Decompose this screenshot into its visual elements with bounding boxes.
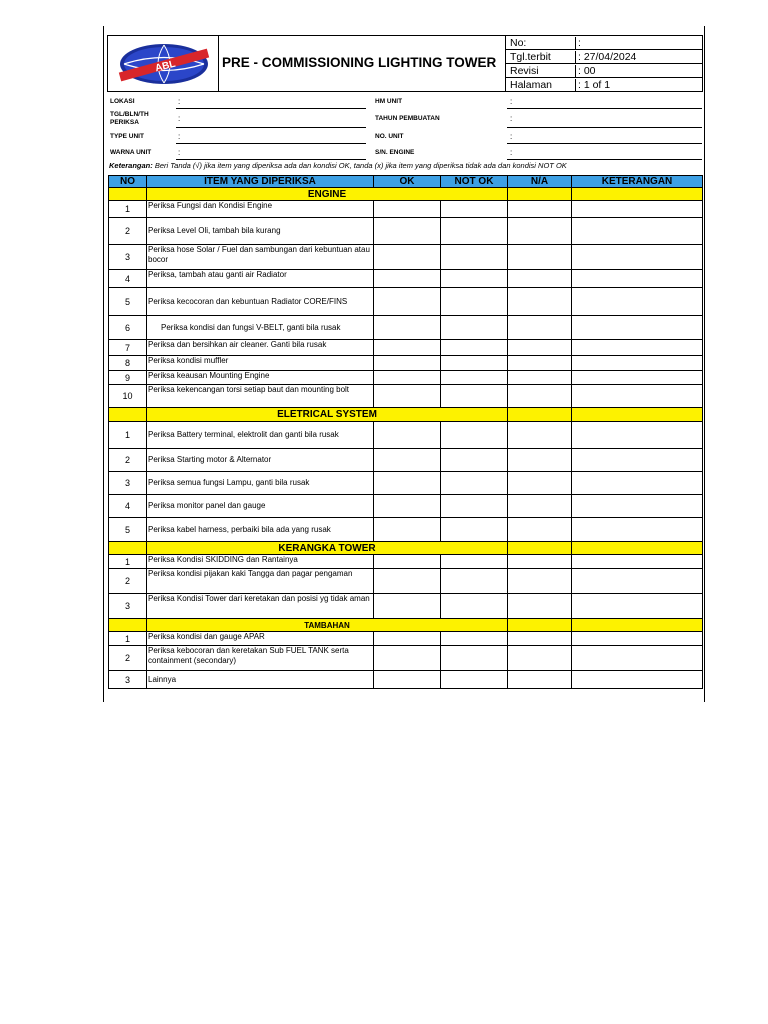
- row-item: Periksa Level Oli, tambah bila kurang: [147, 218, 374, 245]
- row-item: Periksa keausan Mounting Engine: [147, 371, 374, 385]
- na-cell[interactable]: [508, 316, 572, 340]
- row-no: 6: [109, 316, 147, 340]
- row-item: Periksa Fungsi dan Kondisi Engine: [147, 201, 374, 218]
- na-cell[interactable]: [508, 569, 572, 594]
- keterangan-cell[interactable]: [572, 671, 703, 689]
- row-item: Periksa kecocoran dan kebuntuan Radiator CORE/FINS: [147, 288, 374, 316]
- ok-cell[interactable]: [374, 671, 441, 689]
- label-no-unit: NO. UNIT: [375, 133, 404, 140]
- not-ok-cell[interactable]: [441, 201, 508, 218]
- table-header-row: [109, 176, 703, 188]
- table-row: [109, 518, 703, 542]
- not-ok-cell[interactable]: [441, 632, 508, 646]
- section-header-tower: [109, 542, 703, 555]
- table-row: [109, 340, 703, 356]
- ok-cell[interactable]: [374, 316, 441, 340]
- not-ok-cell[interactable]: [441, 245, 508, 270]
- not-ok-cell[interactable]: [441, 422, 508, 449]
- meta-halaman-label: Halaman: [510, 79, 553, 91]
- not-ok-cell[interactable]: [441, 555, 508, 569]
- row-item: Periksa kabel harness, perbaiki bila ada yang rusak: [147, 518, 374, 542]
- meta-no: [505, 36, 703, 50]
- ok-cell[interactable]: [374, 449, 441, 472]
- row-item: Periksa Battery terminal, elektrolit dan ganti bila rusak: [147, 422, 374, 449]
- not-ok-cell[interactable]: [441, 472, 508, 495]
- document-meta: [505, 36, 703, 91]
- keterangan-cell[interactable]: [572, 201, 703, 218]
- ok-cell[interactable]: [374, 245, 441, 270]
- no-unit-field[interactable]: [507, 143, 702, 144]
- table-row: [109, 646, 703, 671]
- section-title: KERANGKA TOWER: [147, 542, 508, 555]
- table-row: [109, 385, 703, 408]
- not-ok-cell[interactable]: [441, 385, 508, 408]
- row-no: 8: [109, 356, 147, 371]
- meta-tgl-terbit-value: : 27/04/2024: [575, 51, 703, 64]
- row-item: Periksa semua fungsi Lampu, ganti bila rusak: [147, 472, 374, 495]
- row-item: Periksa Kondisi Tower dari keretakan dan posisi yg tidak aman: [147, 594, 374, 619]
- na-cell[interactable]: [508, 288, 572, 316]
- col-header-keterangan: KETERANGAN: [572, 176, 703, 188]
- row-item: Periksa Starting motor & Alternator: [147, 449, 374, 472]
- not-ok-cell[interactable]: [441, 646, 508, 671]
- label-tgl-line2: PERIKSA: [110, 119, 139, 126]
- ok-cell[interactable]: [374, 422, 441, 449]
- row-no: 2: [109, 218, 147, 245]
- not-ok-cell[interactable]: [441, 449, 508, 472]
- na-cell[interactable]: [508, 555, 572, 569]
- ok-cell[interactable]: [374, 218, 441, 245]
- section-header-tambahan: [109, 619, 703, 632]
- table-row: [109, 594, 703, 619]
- note-text: Beri Tanda (√) jika item yang diperiksa ada dan kondisi OK, tanda (x) jika item yang diperiksa tidak ada dan kondisi NOT OK: [152, 161, 567, 170]
- col-header-na: N/A: [508, 176, 572, 188]
- table-row: [109, 218, 703, 245]
- keterangan-cell[interactable]: [572, 288, 703, 316]
- ok-cell[interactable]: [374, 270, 441, 288]
- col-header-no: NO: [109, 176, 147, 188]
- row-item: Periksa Kondisi SKIDDING dan Rantainya: [147, 555, 374, 569]
- not-ok-cell[interactable]: [441, 340, 508, 356]
- colon: :: [178, 132, 181, 141]
- section-header-engine: [109, 188, 703, 201]
- meta-halaman: [505, 78, 703, 92]
- section-title: TAMBAHAN: [147, 619, 508, 632]
- table-row: [109, 245, 703, 270]
- not-ok-cell[interactable]: [441, 270, 508, 288]
- table-row: [109, 569, 703, 594]
- form-header: [107, 35, 703, 92]
- form-title: PRE - COMMISSIONING LIGHTING TOWER: [222, 55, 497, 70]
- logo-text: ABL: [154, 58, 177, 75]
- row-no: 3: [109, 594, 147, 619]
- colon: :: [510, 132, 513, 141]
- row-no: 3: [109, 245, 147, 270]
- colon: :: [510, 97, 513, 106]
- table-row: [109, 632, 703, 646]
- company-logo: [110, 37, 216, 92]
- row-no: 3: [109, 671, 147, 689]
- row-item: Periksa kondisi pijakan kaki Tangga dan pagar pengaman: [147, 569, 374, 594]
- table-row: [109, 495, 703, 518]
- ok-cell[interactable]: [374, 288, 441, 316]
- meta-tgl-terbit: [505, 50, 703, 64]
- row-no: 1: [109, 201, 147, 218]
- not-ok-cell[interactable]: [441, 356, 508, 371]
- keterangan-cell[interactable]: [572, 569, 703, 594]
- not-ok-cell[interactable]: [441, 518, 508, 542]
- na-cell[interactable]: [508, 201, 572, 218]
- keterangan-cell[interactable]: [572, 555, 703, 569]
- meta-revisi: [505, 64, 703, 78]
- keterangan-cell[interactable]: [572, 340, 703, 356]
- label-warna-unit: WARNA UNIT: [110, 149, 152, 156]
- table-row: [109, 472, 703, 495]
- row-item: Periksa kekencangan torsi setiap baut dan mounting bolt: [147, 385, 374, 408]
- na-cell[interactable]: [508, 594, 572, 619]
- not-ok-cell[interactable]: [441, 218, 508, 245]
- na-cell[interactable]: [508, 472, 572, 495]
- col-header-ok: OK: [374, 176, 441, 188]
- row-no: 4: [109, 270, 147, 288]
- not-ok-cell[interactable]: [441, 569, 508, 594]
- ok-cell[interactable]: [374, 371, 441, 385]
- not-ok-cell[interactable]: [441, 371, 508, 385]
- keterangan-cell[interactable]: [572, 245, 703, 270]
- keterangan-cell[interactable]: [572, 449, 703, 472]
- keterangan-cell[interactable]: [572, 356, 703, 371]
- keterangan-cell[interactable]: [572, 385, 703, 408]
- table-row: [109, 288, 703, 316]
- row-item: Periksa kondisi dan gauge APAR: [147, 632, 374, 646]
- not-ok-cell[interactable]: [441, 288, 508, 316]
- ok-cell[interactable]: [374, 518, 441, 542]
- type-unit-field[interactable]: [176, 143, 366, 144]
- meta-no-label: No:: [510, 37, 527, 49]
- table-row: [109, 316, 703, 340]
- keterangan-cell[interactable]: [572, 518, 703, 542]
- na-cell[interactable]: [508, 245, 572, 270]
- tgl-periksa-field[interactable]: [176, 127, 366, 128]
- ok-cell[interactable]: [374, 340, 441, 356]
- row-no: 2: [109, 646, 147, 671]
- keterangan-cell[interactable]: [572, 371, 703, 385]
- na-cell[interactable]: [508, 449, 572, 472]
- colon: :: [510, 114, 513, 123]
- keterangan-cell[interactable]: [572, 594, 703, 619]
- table-row: [109, 422, 703, 449]
- row-no: 1: [109, 555, 147, 569]
- keterangan-cell[interactable]: [572, 646, 703, 671]
- row-no: 9: [109, 371, 147, 385]
- meta-no-value: :: [575, 37, 703, 50]
- ok-cell[interactable]: [374, 594, 441, 619]
- keterangan-cell[interactable]: [572, 422, 703, 449]
- table-row: [109, 671, 703, 689]
- meta-halaman-value: : 1 of 1: [575, 79, 703, 92]
- section-header-electrical: [109, 408, 703, 422]
- na-cell[interactable]: [508, 340, 572, 356]
- not-ok-cell[interactable]: [441, 671, 508, 689]
- col-header-not-ok: NOT OK: [441, 176, 508, 188]
- row-item: Periksa kebocoran dan keretakan Sub FUEL TANK serta containment (secondary): [147, 646, 374, 671]
- row-no: 10: [109, 385, 147, 408]
- keterangan-cell[interactable]: [572, 632, 703, 646]
- ok-cell[interactable]: [374, 646, 441, 671]
- na-cell[interactable]: [508, 495, 572, 518]
- ok-cell[interactable]: [374, 472, 441, 495]
- row-item: Periksa dan bersihkan air cleaner. Ganti bila rusak: [147, 340, 374, 356]
- ok-cell[interactable]: [374, 201, 441, 218]
- table-row: [109, 449, 703, 472]
- tahun-pembuatan-field[interactable]: [507, 127, 702, 128]
- section-title: ELETRICAL SYSTEM: [147, 408, 508, 422]
- row-item: Periksa monitor panel dan gauge: [147, 495, 374, 518]
- keterangan-cell[interactable]: [572, 495, 703, 518]
- na-cell[interactable]: [508, 385, 572, 408]
- not-ok-cell[interactable]: [441, 316, 508, 340]
- keterangan-cell[interactable]: [572, 270, 703, 288]
- row-item: Periksa, tambah atau ganti air Radiator: [147, 270, 374, 288]
- label-lokasi: LOKASI: [110, 98, 135, 105]
- meta-revisi-label: Revisi: [510, 65, 539, 77]
- row-no: 1: [109, 422, 147, 449]
- meta-tgl-terbit-label: Tgl.terbit: [510, 51, 551, 63]
- colon: :: [510, 148, 513, 157]
- na-cell[interactable]: [508, 356, 572, 371]
- note-label: Keterangan:: [109, 161, 153, 170]
- ok-cell[interactable]: [374, 356, 441, 371]
- na-cell[interactable]: [508, 218, 572, 245]
- row-no: 2: [109, 449, 147, 472]
- not-ok-cell[interactable]: [441, 594, 508, 619]
- label-type-unit: TYPE UNIT: [110, 133, 144, 140]
- table-row: [109, 371, 703, 385]
- instruction-note: [109, 161, 567, 170]
- table-row: [109, 356, 703, 371]
- ok-cell[interactable]: [374, 555, 441, 569]
- sn-engine-field[interactable]: [507, 159, 702, 160]
- lokasi-field[interactable]: [176, 108, 366, 109]
- row-no: 2: [109, 569, 147, 594]
- colon: :: [178, 148, 181, 157]
- label-tahun-pembuatan: TAHUN PEMBUATAN: [375, 115, 440, 122]
- row-item: Periksa kondisi dan fungsi V-BELT, ganti bila rusak: [147, 316, 374, 340]
- row-no: 3: [109, 472, 147, 495]
- na-cell[interactable]: [508, 671, 572, 689]
- logo-cell: [108, 36, 219, 91]
- row-no: 5: [109, 518, 147, 542]
- section-title: ENGINE: [147, 188, 508, 201]
- keterangan-cell[interactable]: [572, 316, 703, 340]
- na-cell[interactable]: [508, 270, 572, 288]
- checklist-table: [108, 175, 703, 689]
- colon: :: [178, 114, 181, 123]
- label-tgl-line1: TGL/BLN/TH: [110, 111, 149, 118]
- ok-cell[interactable]: [374, 385, 441, 408]
- table-row: [109, 555, 703, 569]
- ok-cell[interactable]: [374, 569, 441, 594]
- warna-unit-field[interactable]: [176, 159, 366, 160]
- na-cell[interactable]: [508, 632, 572, 646]
- na-cell[interactable]: [508, 422, 572, 449]
- na-cell[interactable]: [508, 371, 572, 385]
- row-no: 4: [109, 495, 147, 518]
- table-row: [109, 201, 703, 218]
- row-no: 5: [109, 288, 147, 316]
- hm-unit-field[interactable]: [507, 108, 702, 109]
- colon: :: [178, 97, 181, 106]
- na-cell[interactable]: [508, 518, 572, 542]
- table-row: [109, 270, 703, 288]
- na-cell[interactable]: [508, 646, 572, 671]
- label-sn-engine: S/N. ENGINE: [375, 149, 415, 156]
- not-ok-cell[interactable]: [441, 495, 508, 518]
- col-header-item: ITEM YANG DIPERIKSA: [147, 176, 374, 188]
- label-hm-unit: HM UNIT: [375, 98, 403, 105]
- row-item: Periksa hose Solar / Fuel dan sambungan dari kebuntuan atau bocor: [147, 245, 374, 270]
- keterangan-cell[interactable]: [572, 472, 703, 495]
- row-item: Periksa kondisi muffler: [147, 356, 374, 371]
- ok-cell[interactable]: [374, 632, 441, 646]
- row-item: Lainnya: [147, 671, 374, 689]
- row-no: 1: [109, 632, 147, 646]
- row-no: 7: [109, 340, 147, 356]
- meta-revisi-value: : 00: [575, 65, 703, 78]
- ok-cell[interactable]: [374, 495, 441, 518]
- keterangan-cell[interactable]: [572, 218, 703, 245]
